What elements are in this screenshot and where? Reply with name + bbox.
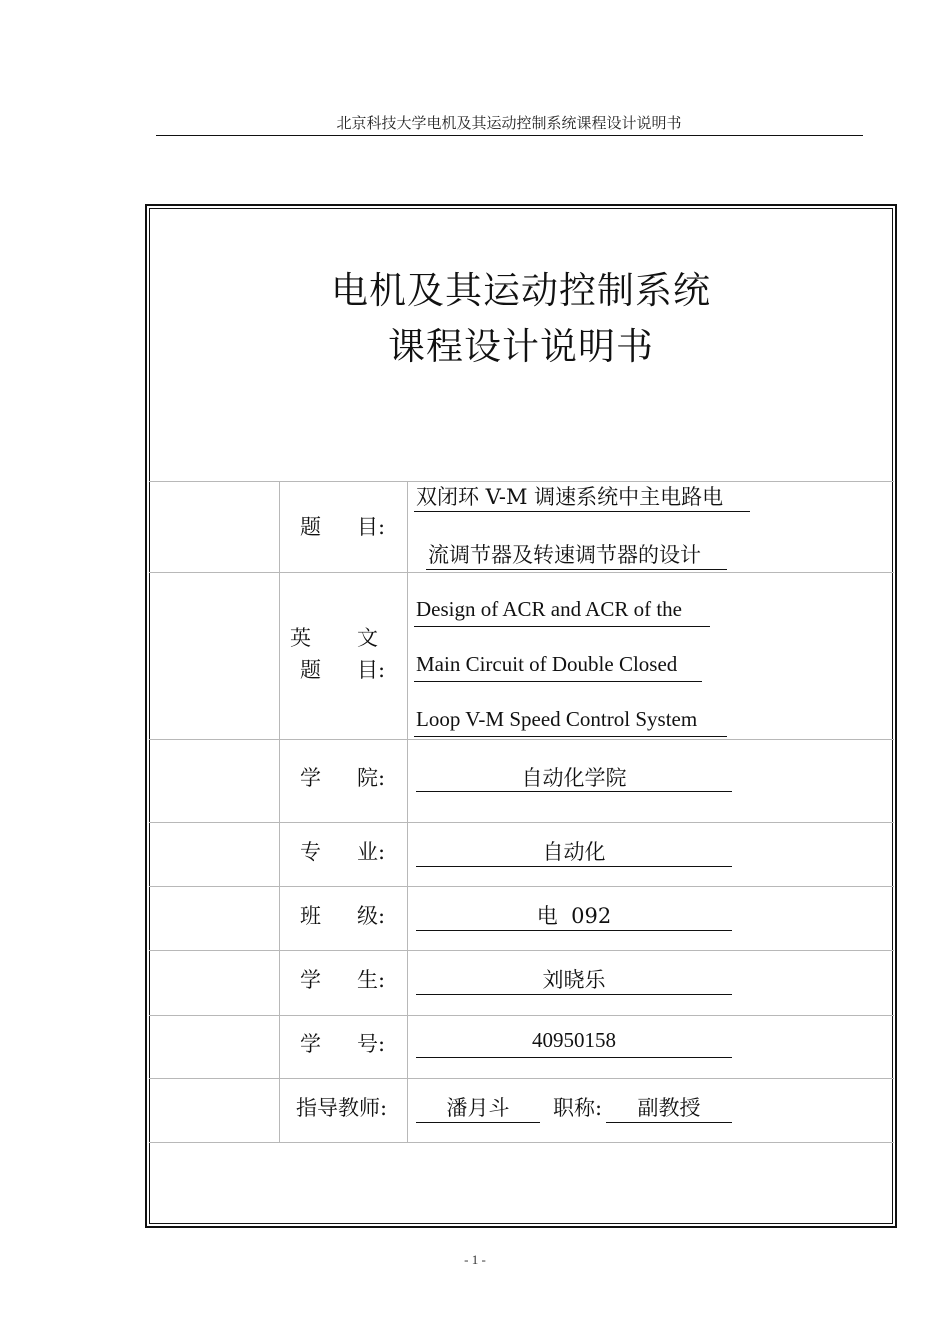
major-underline	[416, 866, 732, 867]
student-id-underline	[416, 1057, 732, 1058]
english-topic-line1: Design of ACR and ACR of the	[416, 597, 682, 621]
topic-underline2	[426, 569, 727, 570]
table-rule	[149, 572, 894, 573]
advisor-title-label: 职称:	[553, 1096, 603, 1120]
english-topic-label-char3: 题	[300, 658, 321, 682]
student-id-value: 40950158	[532, 1028, 616, 1052]
college-value: 自动化学院	[521, 766, 627, 790]
table-column-rule	[279, 481, 280, 1143]
cover-title-line2: 课程设计说明书	[388, 325, 654, 368]
english-topic-line3: Loop V-M Speed Control System	[416, 707, 698, 731]
table-rule	[149, 1142, 894, 1143]
topic-label-char1: 题	[300, 515, 321, 539]
class-value: 电 092	[536, 904, 612, 928]
page-number: - 1 -	[464, 1252, 486, 1267]
running-header: 北京科技大学电机及其运动控制系统课程设计说明书	[336, 114, 682, 132]
cover-title-line1: 电机及其运动控制系统	[331, 269, 711, 312]
english-topic-underline3	[414, 736, 727, 737]
english-topic-underline2	[414, 681, 702, 682]
advisor-label: 指导教师:	[296, 1096, 388, 1120]
english-topic-line2: Main Circuit of Double Closed	[416, 652, 678, 676]
student-label-char1: 学	[300, 968, 321, 992]
english-topic-label-char4: 目:	[357, 658, 386, 682]
topic-underline1	[414, 511, 750, 512]
class-label-char1: 班	[300, 904, 321, 928]
table-rule	[149, 822, 894, 823]
class-label-char2: 级:	[357, 904, 386, 928]
student-value: 刘晓乐	[542, 968, 606, 992]
major-label-char1: 专	[300, 840, 321, 864]
student-id-label-char2: 号:	[357, 1032, 386, 1056]
class-underline	[416, 930, 732, 931]
table-rule	[149, 1078, 894, 1079]
english-topic-underline1	[414, 626, 710, 627]
table-rule	[149, 950, 894, 951]
student-label-char2: 生:	[357, 968, 386, 992]
student-underline	[416, 994, 732, 995]
major-value: 自动化	[542, 840, 606, 864]
topic-value-line1: 双闭环 V-M 调速系统中主电路电	[416, 485, 724, 509]
major-label-char2: 业:	[357, 840, 386, 864]
english-topic-label-char1: 英	[290, 626, 311, 650]
english-topic-label-char2: 文	[357, 626, 378, 650]
advisor-title-underline	[606, 1122, 732, 1123]
advisor-name: 潘月斗	[446, 1096, 510, 1120]
topic-label-char2: 目:	[357, 515, 386, 539]
college-label-char1: 学	[300, 766, 321, 790]
topic-value-line2: 流调节器及转速调节器的设计	[428, 543, 701, 567]
table-rule	[149, 886, 894, 887]
table-rule	[149, 1015, 894, 1016]
college-label-char2: 院:	[357, 766, 386, 790]
table-rule	[149, 739, 894, 740]
student-id-label-char1: 学	[300, 1032, 321, 1056]
advisor-name-underline	[416, 1122, 540, 1123]
advisor-title-value: 副教授	[637, 1096, 701, 1120]
header-rule	[156, 135, 863, 136]
college-underline	[416, 791, 732, 792]
table-column-rule	[407, 481, 408, 1143]
